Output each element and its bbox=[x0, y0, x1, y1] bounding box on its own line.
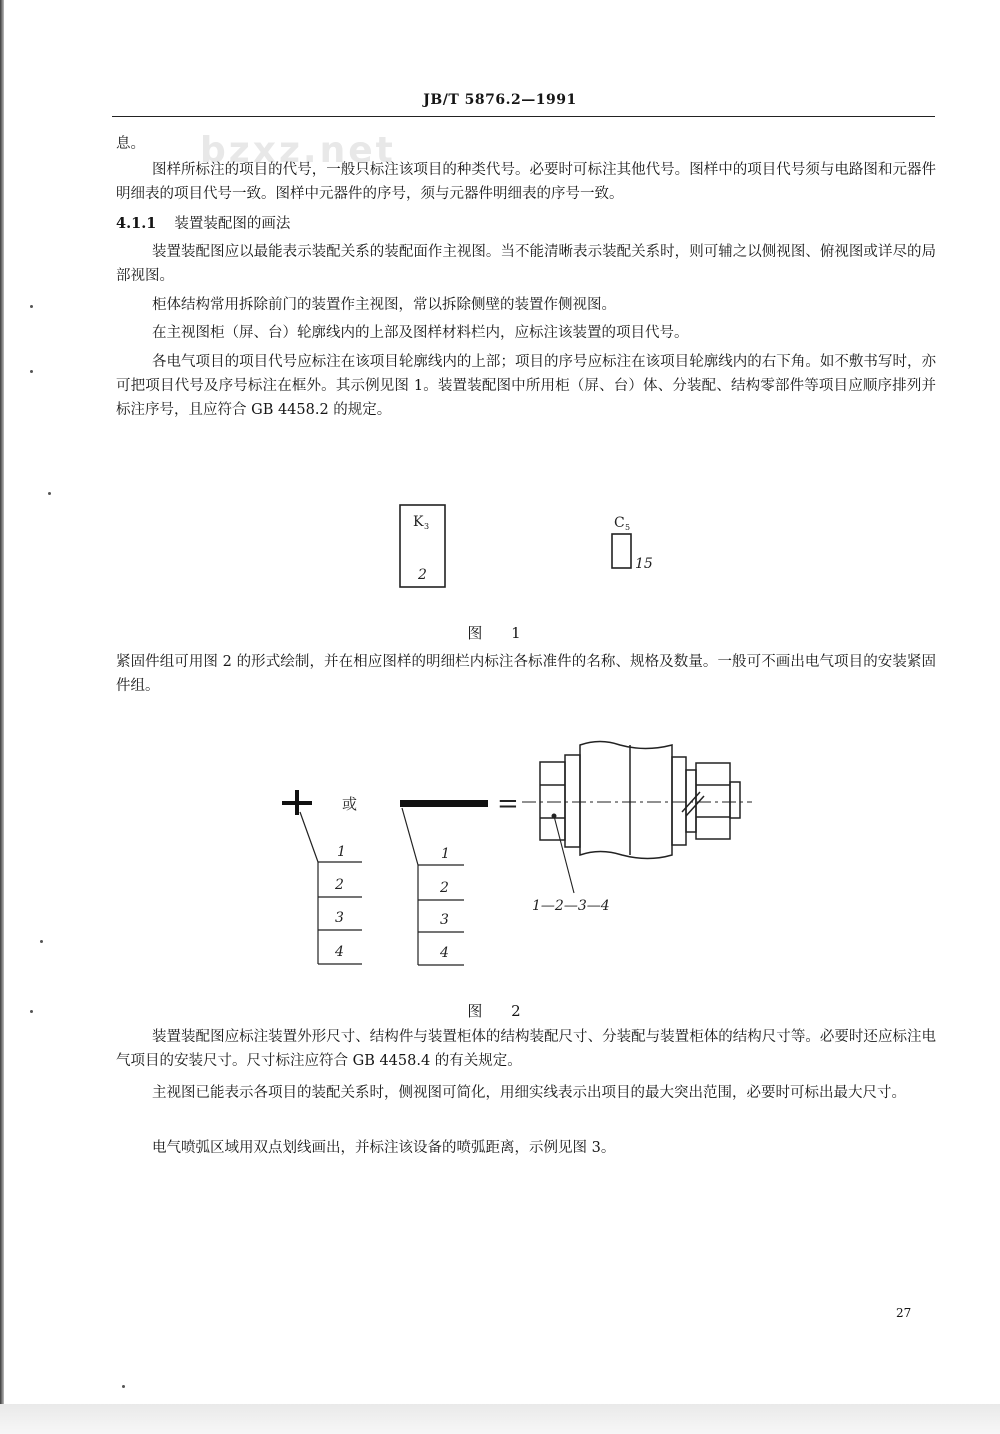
paragraph-item-codes: 图样所标注的项目的代号，一般只标注该项目的种类代号。必要时可标注其他代号。图样中的项目代号须与电路图和元器件明细表的项目代号一致。图样中元器件的序号，须与元器件明细表的序号一致。 bbox=[116, 162, 936, 202]
scan-speck bbox=[30, 1010, 33, 1013]
paragraph-side-view: 主视图已能表示各项目的装配关系时，侧视图可简化，用细实线表示出项目的最大突出范围，必要时可标出最大尺寸。 bbox=[152, 1085, 906, 1101]
paragraph-fasteners: 紧固件组可用图 2 的形式绘制，并在相应图样的明细栏内标注各标准件的名称、规格及数量。一般可不画出电气项目的安装紧固件组。 bbox=[116, 654, 936, 694]
paragraph-continuation: 息。 bbox=[116, 136, 145, 152]
scan-speck bbox=[48, 492, 51, 495]
item-code-c-sub: 5 bbox=[625, 523, 631, 532]
item-number-15: 15 bbox=[635, 556, 653, 572]
scan-speck bbox=[30, 370, 33, 373]
stack-right-label-2: 2 bbox=[440, 880, 449, 896]
paragraph-main-view: 装置装配图应以最能表示装配关系的装配面作主视图。当不能清晰表示装配关系时，则可辅之以侧视图、俯视图或详尽的局部视图。 bbox=[116, 244, 936, 284]
stack-left-label-2: 2 bbox=[335, 877, 344, 893]
paragraph-cabinet: 柜体结构常用拆除前门的装置作主视图，常以拆除侧壁的装置作侧视图。 bbox=[152, 297, 616, 313]
stack-right-label-4: 4 bbox=[440, 945, 449, 961]
item-code-k-sub: 3 bbox=[424, 522, 430, 531]
scan-speck bbox=[30, 305, 33, 308]
item-number-2: 2 bbox=[418, 567, 427, 583]
paragraph-electrical-items: 各电气项目的项目代号应标注在该项目轮廓线内的上部；项目的序号应标注在该项目轮廓线内的右下角。如不敷书写时，亦可把项目代号及序号标注在框外。其示例见图 1。装置装配图中所用柜（屏、台）体、分装配、结构零部件等项目应顺序排列并标注序号，且应符合 GB 4458.2 的规定。 bbox=[116, 354, 936, 418]
stack-right-label-1: 1 bbox=[441, 846, 450, 862]
scan-speck bbox=[122, 1385, 125, 1388]
section-title: 装置装配图的画法 bbox=[174, 216, 291, 232]
bolt-assembly-drawing bbox=[522, 742, 752, 859]
item-code-c: C bbox=[614, 515, 625, 531]
scan-speck bbox=[40, 940, 43, 943]
figure-2-caption: 图 2 bbox=[467, 1002, 533, 1020]
stack-left-label-4: 4 bbox=[335, 944, 344, 960]
equals-sign: = bbox=[497, 789, 519, 819]
page-number: 27 bbox=[896, 1306, 912, 1320]
fastener-stack-right bbox=[418, 846, 464, 965]
watermark: bzxz.net bbox=[200, 130, 396, 171]
stack-right-label-3: 3 bbox=[440, 912, 449, 928]
paragraph-arc-zone: 电气喷弧区域用双点划线画出，并标注该设备的喷弧距离，示例见图 3。 bbox=[152, 1140, 616, 1156]
paragraph-dimensions: 装置装配图应标注装置外形尺寸、结构件与装置柜体的结构装配尺寸、分装配与装置柜体的结构尺寸等。必要时还应标注电气项目的安装尺寸。尺寸标注应符合 GB 4458.4 的有关规定。 bbox=[116, 1029, 936, 1069]
stack-left-label-3: 3 bbox=[335, 910, 344, 926]
or-label: 或 bbox=[342, 795, 358, 813]
figure-1-caption: 图 1 bbox=[467, 624, 533, 642]
page-header: JB/T 5876.2—1991 bbox=[423, 92, 577, 108]
fastener-stack-left bbox=[318, 844, 362, 964]
paragraph-outline: 在主视图柜（屏、台）轮廓线内的上部及图样材料栏内，应标注该装置的项目代号。 bbox=[152, 325, 689, 341]
bolt-callout: 1—2—3—4 bbox=[532, 898, 610, 914]
item-code-k: K bbox=[413, 514, 424, 530]
stack-left-label-1: 1 bbox=[337, 844, 346, 860]
scan-bottom-band bbox=[0, 1404, 1000, 1434]
section-number: 4.1.1 bbox=[116, 215, 157, 232]
